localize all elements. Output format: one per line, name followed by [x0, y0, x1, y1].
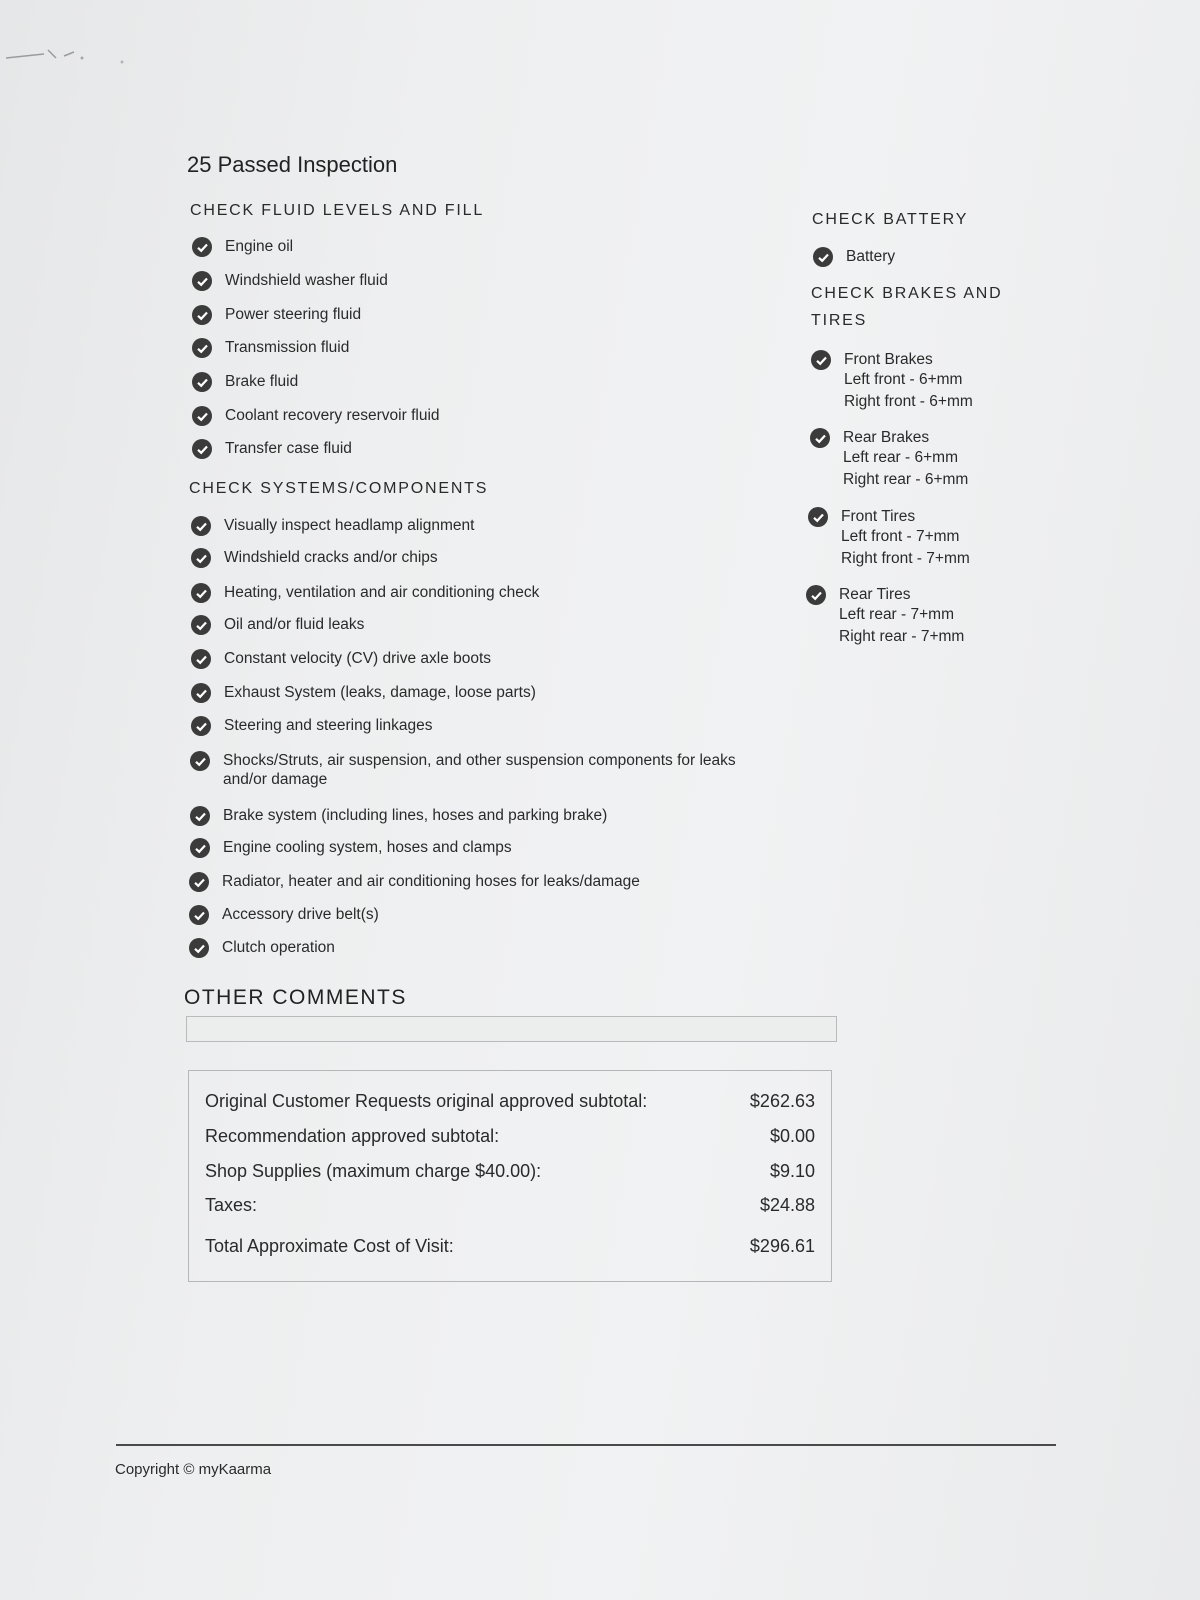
page-title: 25 Passed Inspection	[187, 152, 398, 177]
check-item-label: Engine oil	[225, 238, 294, 255]
row-value: $24.88	[759, 1195, 815, 1215]
comments-field	[186, 1016, 837, 1042]
check-item	[190, 838, 512, 858]
section-heading-line: TIRES	[811, 312, 868, 329]
section-heading-fluids: CHECK FLUID LEVELS AND FILL	[190, 202, 485, 219]
checkmark-icon	[192, 271, 212, 291]
copyright-text: Copyright © myKaarma	[115, 1461, 272, 1478]
measurement-right: Right front - 7+mm	[841, 550, 970, 567]
check-item	[189, 905, 379, 925]
checkmark-icon	[192, 305, 212, 325]
check-item	[191, 583, 539, 603]
section-heading-systems: CHECK SYSTEMS/COMPONENTS	[189, 480, 489, 497]
checkmark-icon	[810, 428, 830, 448]
row-value: $296.61	[749, 1236, 815, 1256]
row-label: Taxes:	[205, 1195, 258, 1215]
check-item	[806, 585, 964, 648]
checkmark-icon	[189, 872, 209, 892]
row-label: Recommendation approved subtotal:	[205, 1126, 500, 1146]
check-item-label: Engine cooling system, hoses and clamps	[223, 839, 512, 856]
check-item-label: Windshield cracks and/or chips	[224, 549, 438, 566]
check-item-label-continued: and/or damage	[223, 771, 328, 788]
checkmark-icon	[189, 938, 209, 958]
check-item	[810, 428, 968, 491]
checkmark-icon	[190, 838, 210, 858]
check-item	[190, 806, 607, 826]
measurement-right: Right front - 6+mm	[844, 393, 973, 410]
check-item	[190, 751, 736, 789]
section-heading-battery: CHECK BATTERY	[812, 211, 969, 228]
check-item	[191, 716, 433, 736]
table-row	[205, 1161, 815, 1182]
check-item-label: Transmission fluid	[225, 339, 350, 356]
checkmark-icon	[191, 548, 211, 568]
check-item	[192, 406, 440, 426]
checkmark-icon	[811, 350, 831, 370]
staple-mark-icon	[4, 44, 124, 74]
checkmark-icon	[808, 507, 828, 527]
check-item	[191, 683, 536, 703]
check-item	[189, 872, 640, 892]
check-item	[191, 516, 474, 536]
check-item-label: Steering and steering linkages	[224, 717, 433, 734]
check-item-label: Coolant recovery reservoir fluid	[225, 407, 440, 424]
check-item	[191, 548, 438, 568]
row-label: Original Customer Requests original approved subtotal:	[205, 1091, 648, 1111]
checkmark-icon	[813, 247, 833, 267]
row-value: $9.10	[769, 1161, 815, 1181]
check-item-label: Shocks/Struts, air suspension, and other suspension components for leaks	[223, 752, 736, 769]
check-item-label: Clutch operation	[222, 939, 335, 956]
checkmark-icon	[192, 372, 212, 392]
checkmark-icon	[192, 237, 212, 257]
section-heading-line: CHECK BRAKES AND	[811, 285, 1003, 302]
check-item	[191, 615, 364, 635]
check-item-label: Rear Tires	[839, 586, 911, 603]
table-row-total	[205, 1236, 815, 1257]
checkmark-icon	[191, 516, 211, 536]
table-row	[205, 1195, 815, 1216]
check-item-label: Front Brakes	[844, 351, 933, 368]
check-item	[811, 350, 973, 413]
check-item	[192, 338, 349, 358]
checkmark-icon	[192, 406, 212, 426]
check-item-label: Heating, ventilation and air conditioning check	[224, 584, 540, 601]
checkmark-icon	[191, 649, 211, 669]
checkmark-icon	[190, 806, 210, 826]
check-item-label: Power steering fluid	[225, 306, 362, 323]
row-value: $262.63	[749, 1091, 815, 1111]
checkmark-icon	[191, 683, 211, 703]
check-item-label: Constant velocity (CV) drive axle boots	[224, 650, 492, 667]
check-item-label: Visually inspect headlamp alignment	[224, 517, 475, 534]
check-item	[189, 938, 335, 958]
measurement-left: Left front - 6+mm	[844, 371, 963, 388]
row-label: Total Approximate Cost of Visit:	[205, 1236, 454, 1256]
check-item-label: Oil and/or fluid leaks	[224, 616, 365, 633]
check-item-label: Transfer case fluid	[225, 440, 352, 457]
row-label: Shop Supplies (maximum charge $40.00):	[205, 1161, 542, 1181]
checkmark-icon	[192, 338, 212, 358]
check-item-label: Front Tires	[841, 508, 916, 525]
checkmark-icon	[191, 583, 211, 603]
check-item	[191, 649, 491, 669]
measurement-right: Right rear - 6+mm	[843, 471, 969, 488]
checkmark-icon	[190, 751, 210, 771]
checkmark-icon	[191, 615, 211, 635]
table-row	[205, 1126, 815, 1147]
row-value: $0.00	[769, 1126, 815, 1146]
comments-heading: OTHER COMMENTS	[184, 986, 407, 1009]
check-item	[813, 247, 895, 267]
check-item-label: Exhaust System (leaks, damage, loose parts)	[224, 684, 536, 701]
checkmark-icon	[192, 439, 212, 459]
check-item	[192, 237, 293, 257]
footer-divider	[116, 1444, 1056, 1446]
check-item-label: Brake system (including lines, hoses and parking brake)	[223, 807, 608, 824]
checkmark-icon	[806, 585, 826, 605]
check-item	[192, 305, 361, 325]
check-item-label: Brake fluid	[225, 373, 299, 390]
check-item	[192, 271, 388, 291]
check-item	[192, 372, 298, 392]
check-item	[192, 439, 352, 459]
table-row	[205, 1091, 815, 1112]
check-item-label: Accessory drive belt(s)	[222, 906, 379, 923]
check-item-label: Battery	[846, 248, 896, 265]
check-item-label: Windshield washer fluid	[225, 272, 388, 289]
measurement-left: Left rear - 6+mm	[843, 449, 958, 466]
measurement-left: Left front - 7+mm	[841, 528, 960, 545]
section-heading-brakes-tires	[811, 285, 1003, 330]
check-item-label: Radiator, heater and air conditioning hoses for leaks/damage	[222, 873, 640, 890]
measurement-right: Right rear - 7+mm	[839, 628, 965, 645]
cost-summary-table	[188, 1070, 832, 1282]
measurement-left: Left rear - 7+mm	[839, 606, 954, 623]
checkmark-icon	[189, 905, 209, 925]
checkmark-icon	[191, 716, 211, 736]
check-item-label: Rear Brakes	[843, 429, 930, 446]
check-item	[808, 507, 970, 570]
